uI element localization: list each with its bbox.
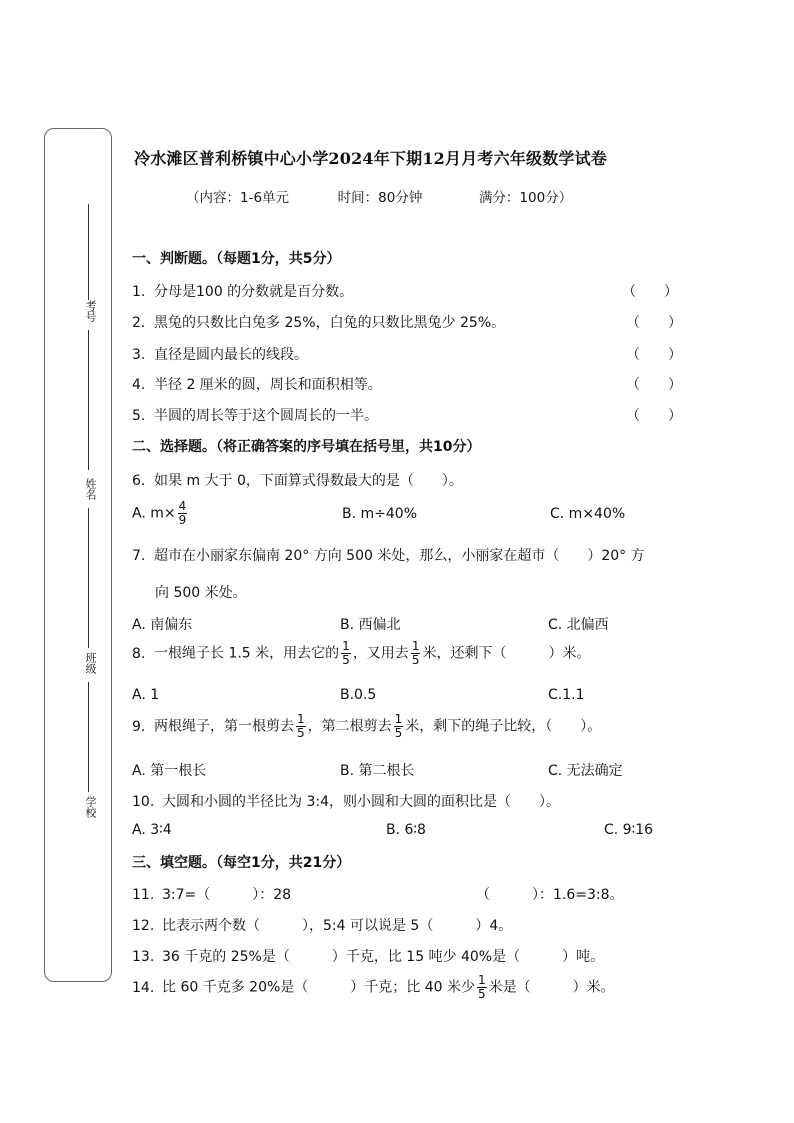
question-number: 14. — [132, 979, 155, 996]
question-number: 13. — [132, 949, 155, 965]
option-b[interactable]: B. 西偏北 — [340, 617, 401, 633]
binding-line-name — [88, 330, 89, 470]
binding-margin-box — [44, 128, 112, 982]
question-number: 8. — [132, 645, 146, 662]
option-c[interactable]: C. 无法确定 — [548, 763, 623, 779]
exam-content-range: （内容：1-6单元 — [186, 190, 290, 206]
question-3 — [132, 344, 308, 364]
question-number: 7. — [132, 548, 146, 564]
section-heading-judgement: 一、判断题。（每题1分，共5分） — [132, 251, 341, 267]
exam-time: 时间：80分钟 — [337, 190, 423, 206]
option-b[interactable]: B.0.5 — [340, 687, 377, 703]
question-7 — [132, 545, 645, 565]
question-text: 米，还剩下（ ）米。 — [422, 645, 591, 662]
fraction-denominator: 5 — [394, 726, 403, 740]
option-a[interactable] — [132, 500, 189, 527]
fraction-numerator: 1 — [342, 639, 350, 653]
question-text: ，又用去 — [352, 645, 409, 662]
question-text: 半径 2 厘米的圆，周长和面积相等。 — [154, 377, 382, 393]
fraction — [296, 713, 306, 740]
binding-label-school: 学校 — [84, 796, 97, 818]
question-text: 如果 m 大于 0，下面算式得数最大的是（ ）。 — [154, 473, 463, 489]
binding-label-name: 姓名 — [84, 478, 97, 500]
option-a[interactable]: A. 南偏东 — [132, 617, 193, 633]
option-c[interactable]: C. 北偏西 — [548, 617, 609, 633]
option-b[interactable]: B. m÷40% — [342, 506, 417, 522]
binding-line-exam-number — [88, 204, 89, 300]
question-14 — [132, 974, 615, 1001]
binding-label-class: 班级 — [84, 652, 97, 674]
fraction-numerator: 1 — [297, 712, 305, 726]
fraction — [477, 974, 487, 1001]
binding-label-exam-number: 考号 — [84, 300, 97, 322]
fraction — [394, 713, 404, 740]
option-text: A. m× — [132, 505, 176, 522]
question-text: 大圆和小圆的半径比为 3:4，则小圆和大圆的面积比是（ ）。 — [162, 794, 560, 810]
option-c[interactable]: C. 9∶16 — [604, 822, 654, 838]
question-number: 12. — [132, 918, 155, 934]
answer-blank[interactable]: （ ） — [626, 408, 682, 424]
option-b[interactable]: B. 第二根长 — [340, 763, 415, 779]
question-13 — [132, 946, 604, 966]
question-11 — [132, 884, 291, 904]
question-text: ，第二根剪去 — [307, 718, 392, 735]
question-text: 米是（ ）米。 — [488, 979, 615, 996]
fraction — [178, 500, 188, 527]
exam-title: 冷水滩区普利桥镇中心小学2024年下期12月月考六年级数学试卷 — [134, 149, 607, 168]
fraction-numerator: 1 — [394, 712, 403, 726]
option-c[interactable]: C.1.1 — [548, 687, 585, 703]
fraction — [411, 640, 421, 667]
binding-line-school — [88, 682, 89, 792]
question-9 — [132, 713, 601, 740]
answer-blank[interactable]: （ ） — [622, 284, 678, 300]
question-text: 黑兔的只数比白兔多 25%，白兔的只数比黑兔少 25%。 — [154, 315, 506, 331]
question-number: 10. — [132, 794, 155, 810]
option-b[interactable]: B. 6∶8 — [386, 822, 426, 838]
answer-blank[interactable]: （ ） — [626, 347, 682, 363]
question-text: 一根绳子长 1.5 米，用去它的 — [154, 645, 340, 662]
question-text: 3:7=（ ）：28 — [162, 887, 292, 903]
answer-blank[interactable]: （ ） — [626, 315, 682, 331]
fraction-denominator: 5 — [411, 653, 420, 667]
question-number: 3. — [132, 347, 146, 363]
question-number: 9. — [132, 718, 146, 735]
answer-blank[interactable]: （ ） — [626, 377, 682, 393]
question-2 — [132, 312, 505, 332]
question-text: 比表示两个数（ ），5:4 可以说是 5（ ）4。 — [162, 918, 513, 934]
question-4 — [132, 374, 382, 394]
question-text: 分母是100 的分数就是百分数。 — [154, 284, 354, 300]
option-a[interactable]: A. 3∶4 — [132, 822, 172, 838]
fraction-numerator: 1 — [478, 973, 486, 987]
section-heading-choice: 二、选择题。（将正确答案的序号填在括号里，共10分） — [132, 439, 481, 455]
question-text: 36 千克的 25%是（ ）千克，比 15 吨少 40%是（ ）吨。 — [162, 949, 605, 965]
section-heading-fill-in: 三、填空题。（每空1分，共21分） — [132, 855, 351, 871]
question-6 — [132, 470, 463, 490]
question-number: 5. — [132, 408, 146, 424]
fraction-denominator: 5 — [297, 726, 305, 740]
fraction-numerator: 1 — [411, 639, 420, 653]
question-number: 1. — [132, 284, 146, 300]
question-number: 2. — [132, 315, 146, 331]
option-a[interactable]: A. 第一根长 — [132, 763, 207, 779]
question-1 — [132, 281, 353, 301]
question-text: 超市在小丽家东偏南 20° 方向 500 米处，那么，小丽家在超市（ ）20° 方 — [154, 548, 645, 564]
question-number: 11. — [132, 887, 155, 903]
option-a[interactable]: A. 1 — [132, 687, 160, 703]
question-5 — [132, 405, 378, 425]
question-text: 米，剩下的绳子比较，（ ）。 — [405, 718, 602, 735]
option-c[interactable]: C. m×40% — [550, 506, 626, 522]
question-11-part-2: （ ）：1.6=3:8。 — [476, 887, 624, 903]
exam-full-score: 满分：100分） — [478, 190, 573, 206]
question-8 — [132, 640, 590, 667]
fraction-denominator: 5 — [342, 653, 350, 667]
question-text: 比 60 千克多 20%是（ ）千克；比 40 米少 — [162, 979, 475, 996]
fraction — [341, 640, 351, 667]
question-10 — [132, 791, 560, 811]
fraction-denominator: 5 — [478, 987, 486, 1001]
question-number: 6. — [132, 473, 146, 489]
question-7-line-2: 向 500 米处。 — [155, 585, 247, 601]
question-number: 4. — [132, 377, 146, 393]
fraction-denominator: 9 — [178, 513, 187, 527]
question-text: 半圆的周长等于这个圆周长的一半。 — [154, 408, 378, 424]
exam-subtitle — [186, 186, 572, 206]
question-text: 直径是圆内最长的线段。 — [154, 347, 308, 363]
question-12 — [132, 915, 512, 935]
fraction-numerator: 4 — [178, 499, 187, 513]
question-text: 两根绳子，第一根剪去 — [154, 718, 294, 735]
binding-line-class — [88, 508, 89, 648]
